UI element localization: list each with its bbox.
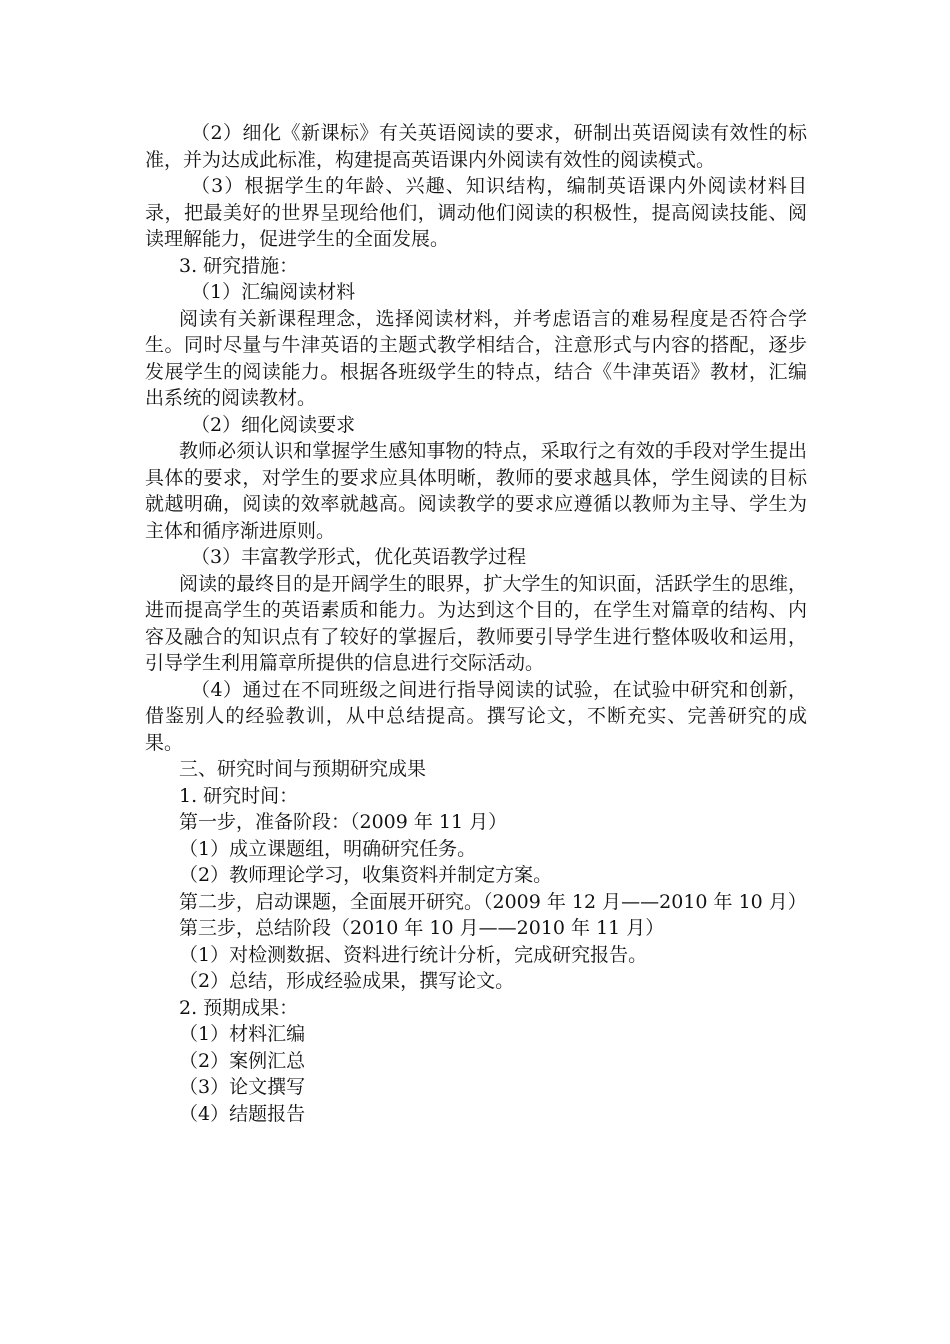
subsection-heading: （1）汇编阅读材料 bbox=[191, 281, 356, 303]
list-item: （1）成立课题组，明确研究任务。 bbox=[179, 837, 477, 860]
paragraph: 教师必须认识和掌握学生感知事物的特点，采取行之有效的手段对学生提出具体的要求，对学生的要求应具体明晰，教师的要求越具体，学生阅读的目标就越明确，阅读的效率就越高。阅读教学的要求应遵循以教师为主导、学生为主体和循序渐进原则。 bbox=[145, 440, 807, 542]
paragraph: （2）细化《新课标》有关英语阅读的要求，研制出英语阅读有效性的标准，并为达成此标准，构建提高英语课内外阅读有效性的阅读模式。 bbox=[145, 122, 807, 171]
subsection-heading: （3）丰富教学形式，优化英语教学过程 bbox=[191, 546, 527, 568]
list-item: （2）总结，形成经验成果，撰写论文。 bbox=[179, 970, 515, 992]
section-heading: 2. 预期成果： bbox=[179, 996, 299, 1019]
list-item: （2）案例汇总 bbox=[179, 1049, 306, 1072]
section-heading: 1. 研究时间： bbox=[179, 784, 299, 807]
paragraph: 阅读的最终目的是开阔学生的眼界，扩大学生的知识面，活跃学生的思维，进而提高学生的英语素质和能力。为达到这个目的，在学生对篇章的结构、内容及融合的知识点有了较好的掌握后，教师要引导学生进行整体吸收和运用，引导学生利用篇章所提供的信息进行交际活动。 bbox=[145, 572, 807, 674]
list-item: （1）对检测数据、资料进行统计分析，完成研究报告。 bbox=[179, 943, 648, 966]
step-line: 第三步，总结阶段（2010 年 10 月——2010 年 11 月） bbox=[179, 917, 665, 939]
list-item: （2）教师理论学习，收集资料并制定方案。 bbox=[179, 864, 553, 886]
step-line: 第二步，启动课题，全面展开研究。（2009 年 12 月——2010 年 10 月） bbox=[179, 890, 807, 913]
subsection-heading: （2）细化阅读要求 bbox=[191, 413, 356, 436]
list-item: （3）论文撰写 bbox=[179, 1076, 306, 1098]
step-line: 第一步，准备阶段：（2009 年 11 月） bbox=[179, 811, 508, 833]
section-heading: 3. 研究措施： bbox=[179, 254, 299, 277]
paragraph: （4）通过在不同班级之间进行指导阅读的试验，在试验中研究和创新，借鉴别人的经验教训，从中总结提高。撰写论文，不断充实、完善研究的成果。 bbox=[145, 678, 807, 754]
chapter-heading: 三、研究时间与预期研究成果 bbox=[179, 758, 427, 780]
document-body bbox=[145, 120, 807, 1127]
paragraph: 阅读有关新课程理念，选择阅读材料，并考虑语言的难易程度是否符合学生。同时尽量与牛津英语的主题式教学相结合，注意形式与内容的搭配，逐步发展学生的阅读能力。根据各班级学生的特点，结合《牛津英语》教材，汇编出系统的阅读教材。 bbox=[145, 307, 807, 409]
paragraph: （3）根据学生的年龄、兴趣、知识结构，编制英语课内外阅读材料目录，把最美好的世界呈现给他们，调动他们阅读的积极性，提高阅读技能、阅读理解能力，促进学生的全面发展。 bbox=[145, 175, 807, 250]
list-item: （4）结题报告 bbox=[179, 1102, 306, 1125]
list-item: （1）材料汇编 bbox=[179, 1023, 306, 1045]
